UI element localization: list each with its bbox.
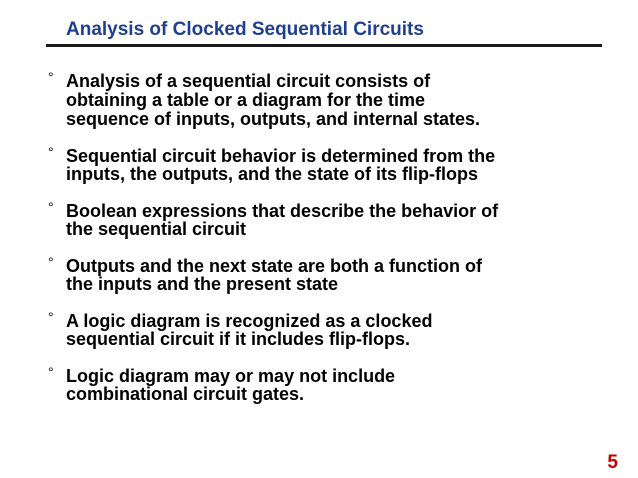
bullet-marker-icon: ° <box>48 69 54 85</box>
bullet-item <box>38 144 618 184</box>
bullet-list <box>38 69 618 422</box>
slide-title: Analysis of Clocked Sequential Circuits <box>66 19 424 40</box>
bullet-text: Outputs and the next state are both a function of the inputs and the present state <box>66 256 483 294</box>
bullet-marker-icon: ° <box>48 254 54 270</box>
bullet-marker-icon: ° <box>48 144 54 160</box>
bullet-text: Analysis of a sequential circuit consists of obtaining a table or a diagram for the time sequence of inputs, outputs, and internal states. <box>66 71 481 129</box>
bullet-item <box>38 364 618 404</box>
bullet-item <box>38 309 618 349</box>
bullet-text: Boolean expressions that describe the behavior of the sequential circuit <box>66 201 499 239</box>
bullet-text: A logic diagram is recognized as a clocked sequential circuit if it includes flip-flops. <box>66 311 433 349</box>
bullet-item <box>38 69 618 129</box>
bullet-text: Logic diagram may or may not include combinational circuit gates. <box>66 366 396 404</box>
bullet-item <box>38 199 618 239</box>
title-underline <box>46 44 602 47</box>
bullet-marker-icon: ° <box>48 199 54 215</box>
bullet-item <box>38 254 618 294</box>
bullet-text: Sequential circuit behavior is determined from the inputs, the outputs, and the state of its flip-flops <box>66 146 496 184</box>
bullet-marker-icon: ° <box>48 364 54 380</box>
bullet-marker-icon: ° <box>48 309 54 325</box>
page-number: 5 <box>607 452 618 473</box>
